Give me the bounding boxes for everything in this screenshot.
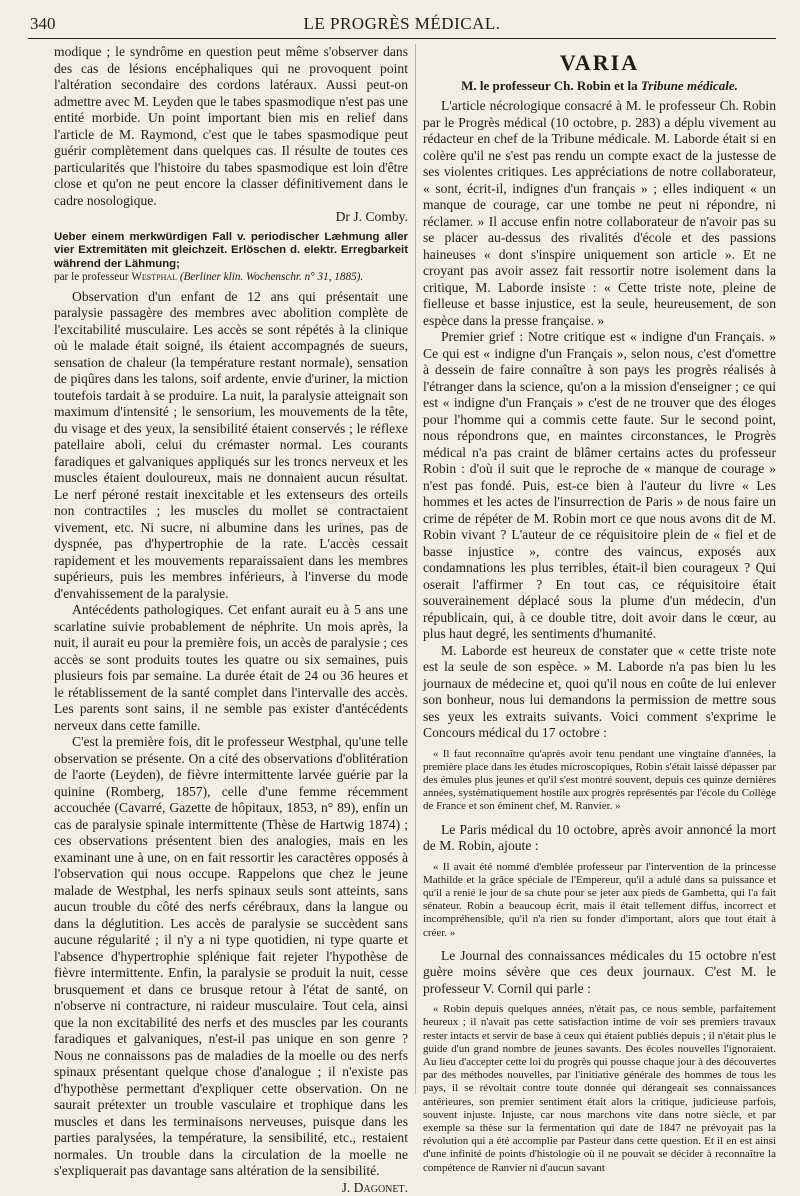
observation-paragraph: Observation d'un enfant de 12 ans qui présentait une paralysie passagère des membres avec abolition complète de l'excitabilité musculaire. Les accès se sont répétés à la clinique où le malade était soigné, ils étaient accompagnés de sueurs, sensation de chaleur (la température restant normale), sensation de piqûres dans les talons, soif ardente, envie d'uriner, la miction toutefois tardait à se produire. La nuit, la paralysie atteignait son maximum d'intensité ; le sensorium, les mouvements de la tête, du visage et des yeux, la sensibilité étaient conservés ; le réflexe patellaire aboli, celui du crémaster normal. Les courants faradiques et galvaniques appliqués sur les troncs nerveux et les muscles étaient douloureux, mais ne donnaient aucun résultat. Le nerf péroné restait inexcitable et les extenseurs des orteils non contractiles ; les muscles du mollet se contractaient vivement, etc. Ni sucre, ni albumine dans les urines, pas de dyspnée, pas d'hypertrophie de la rate. L'accès cessait rapidement et les mouvements reparaissaient dans les membres supérieurs, puis les membres inférieurs, à l'inverse du mode d'envahissement de la paralysie. — [54, 288, 408, 601]
robin-paragraph-3: M. Laborde est heureux de constater que « cette triste note est la seule de son espèce. » M. Laborde n'a pas bien lu les journaux de médecine et, quoi qu'il nous en coûte de lui enlever son bonheur, nous lui demandons la permission de mettre sous ses yeux les extraits suivants. Voici comment s'exprime le Concours médical du 17 octobre : — [423, 642, 776, 740]
reference-author: Westphal — [131, 271, 178, 284]
quote-paris-medical: « Il avait été nommé d'emblée professeur par l'intervention de la princesse Mathilde et la grâce spéciale de l'Empereur, qu'il a adulé dans sa puissance et qu'il a renié le jour de sa chute pour se jeter aux pieds de Gambetta, qui l'a fait sénateur. Robin a beaucoup écrit, mais il était tellement diffus, incorrect et incompréhensible, qu'il n'a rien su fonder d'important, alors que tout était à créer. » — [423, 860, 776, 939]
westphal-article-heading: Ueber einem merkwürdigen Fall v. periodischer Læhmung aller vier Extremitäten mit gleichzeit. Erlöschen d. elektr. Erregbarkeit während der Lähmung; — [54, 230, 408, 270]
signature-comby: Dr J. Comby. — [335, 209, 408, 224]
reference-prefix: par le professeur — [54, 271, 132, 284]
comby-paragraph: modique ; le syndrôme en question peut même s'observer dans des cas de lésions encéphaliques qui ne provoquent point l'altération secondaire des cordons latéraux. Aussi peut-on admettre avec M. Leyden que le tabes spasmodique n'est pas une entité morbide. Un point important bien mis en relief dans l'article de M. Raymond, c'est que le tabes spasmodique peut guérir complètement dans quelques cas. Il résulte de toutes ces particularités que l'histoire du tabes spasmodique est loin d'être close et qu'on ne peut encore la classer définitivement dans le cadre nosologique. — [54, 44, 408, 208]
reference-source: (Berliner klin. Wochenschr. n° 31, 1885). — [177, 271, 364, 284]
antecedents-paragraph: Antécédents pathologiques. Cet enfant aurait eu à 5 ans une scarlatine suivie probablement de néphrite. Un mois après, la nuit, il aurait eu pour la première fois, un accès de paralysie ; ces accès se sont produits toutes les quatre ou six semaines, puis plusieurs fois par semaine. La durée était de 24 ou 36 heures et le rétablissement de la santé complet dans l'intervalle des accès. Les parents sont sains, il ne semble pas exister d'antécédents nerveux dans cette famille. — [54, 602, 408, 733]
left-column — [54, 44, 408, 1195]
right-column — [423, 44, 776, 1174]
page-header — [28, 12, 776, 39]
quote-cornil: « Robin depuis quelques années, n'était pas, ce nous semble, parfaitement heureux ; il n'avait pas cette satisfaction intime de voir ses premiers travaux rester intacts et servir de base à ceux qui étaient publiés depuis ; il n'était plus le guide d'un grand nombre de jeunes savants. Des écoles nouvelles l'ignoraient. Au lieu d'accepter cette loi du progrès qui pousse chaque jour à des découvertes par des méthodes nouvelles, par l'initiative générale des hommes de tous les pays, il se révoltait contre toute donnée qui dérangeait ses connaissances antérieures, son premier sentiment était alors la critique, judicieuse parfois, souvent injuste. Injuste, car nous marchons vite dans notre siècle, et par exemple sa thèse sur la fermentation qui date de 1847 ne prévoyait pas la révolution qui a été accomplie par Pasteur dans cette question. Et il en est ainsi d'une infinité de points d'histologie où il ne pouvait se décider à reconnaître la compétence de Ranvier ni d'aucun savant — [423, 1003, 776, 1174]
robin-paragraph-1: L'article nécrologique consacré à M. le professeur Ch. Robin par le Progrès médical (10 octobre, p. 283) a déplu vivement au rédacteur en chef de la Tribune médicale. M. Laborde était si en colère qu'il ne s'est pas rendu un compte exact de la justesse de ses violentes critiques. Les appréciations de notre collaborateur, « sont, écrit-il, indignes d'un français » ; elles indiquent « un manque de courage, car une tombe ne peut ni répondre, ni réclamer. » Il accuse enfin notre collaborateur de n'avoir pas su se placer au-dessus des rivalités d'école et des passions haineuses « dont s'inspire uniquement son article ». Et ne croyant pas avoir assez fait ressortir notre isolement dans la critique, M. Laborde insiste : « Cette triste note, pleine de fielleuse et basse injustice, est la seule, heureusement, de son espèce dans la presse française. » — [423, 98, 776, 328]
robin-paragraph-2: Premier grief : Notre critique est « indigne d'un Français. » Ce qui est « indigne d'un Français », selon nous, c'est d'omettre à dessein de faire connaître à son pays les progrès réalisés à l'étranger dans la science, qu'on a la mission d'enseigner ; ce qui est « indigne d'un Français » c'est de ne trouver que des éloges pour l'homme qui a commis cette faute. Sur le second point, nous répondrons que, en maintes circonstances, le Progrès médical n'a pas craint de blâmer certains actes du professeur Robin : d'où il suit que le reproche de « manque de courage » n'est pas fondé. Puis, est-ce bien à l'auteur du livre « Les hommes et les actes de l'insurrection de Paris » de nous faire un crime de répéter de M. Robin mort ce que nous avons dit de M. Robin vivant ? L'auteur de ce réquisitoire plein de « fiel et de basse injustice », contre des vaincus, exposés aux condamnations les plus terribles, était-il bien courageux ? Qui oserait l'affirmer ? En tout cas, ce réquisitoire était souverainement déplacé sous la plume d'un médecin, d'un républicain, qui, à ce double titre, doit avoir dans le cœur, au plus haut degré, les sentiments d'humanité. — [423, 329, 776, 641]
robin-paragraph-4: Le Paris médical du 10 octobre, après avoir annoncé la mort de M. Robin, ajoute : — [423, 821, 776, 854]
column-divider — [415, 44, 416, 1094]
subtitle-text: M. le professeur Ch. Robin et la — [461, 78, 641, 93]
quote-concours-medical: « Il faut reconnaître qu'après avoir tenu pendant une vingtaine d'années, la première place dans les études microscopiques, Robin s'était laissé dépasser par des émules plus jeunes et qu'il s'est montré souvent, depuis ces quinze dernières années, systématiquement hostile aux progrès représentés par l'école du Collège de France et son éminent chef, M. Ranvier. » — [423, 747, 776, 813]
westphal-discussion-paragraph: C'est la première fois, dit le professeur Westphal, qu'une telle observation se présente. On a cité des observations d'oblitération de l'aorte (Leyden), de fièvre intermittente larvée guérie par la quinine (Romberg, 1857), celle d'une femme récemment accouchée (Cavarré, Gazette de hôpitaux, 1853, n° 89), enfin un cas de paralysie spinale intermittente (Thèse de Hartwig 1874) ; ces observations présentent bien des analogies, mais en les examinant une à une, on en fait ressortir les caractères opposés à l'observation qui nous occupe. Rappelons que chez le jeune malade de Westphal, les nerfs spinaux seuls sont atteints, sans aucun trouble du côté des nerfs cérébraux, dans la langue ou dans la déglutition. Les accès de paralysie se succèdent sans aucune régularité ; il n'y a ni type quotidien, ni type quarte et l'absence d'hypertrophie splénique fait rejeter l'hypothèse de fièvre intermittente. Enfin, la paralysie se produit la nuit, cesse brusquement et dans ce brusque retour à l'état de santé, on n'observe ni contracture, ni raideur musculaire. Tout cela, ainsi que la non excitabilité des nerfs et des muscles par les courants faradiques et galvaniques, n'est-il pas unique en son genre ? Nous ne connaissons pas de maladies de la moelle ou des nerfs spinaux présentant quelque chose d'analogue ; il n'existe pas d'hypothèse permettant d'expliquer cette observation. On ne saurait prétexter un trouble vasculaire et trophique dans les muscles et dans les terminaisons nerveuses, puisque dans les parties paralysées, la température, la sensibilité, etc., restaient normales. Un trouble dans la circulation de la moelle ne s'expliquerait pas davantage sans altération de la sensibilité. — [54, 734, 408, 1179]
westphal-article-reference — [54, 271, 408, 285]
subtitle-italic: Tribune médicale. — [640, 78, 738, 93]
signature-dagonet: J. Dagonet. — [341, 1179, 408, 1195]
robin-paragraph-5: Le Journal des connaissances médicales du 15 octobre n'est guère moins sévère que ces deux journaux. C'est M. le professeur V. Cornil qui parle : — [423, 947, 776, 996]
varia-heading: VARIA — [559, 50, 640, 75]
page-number: 340 — [30, 14, 56, 33]
journal-title: LE PROGRÈS MÉDICAL. — [303, 14, 501, 33]
varia-subtitle — [423, 78, 776, 94]
